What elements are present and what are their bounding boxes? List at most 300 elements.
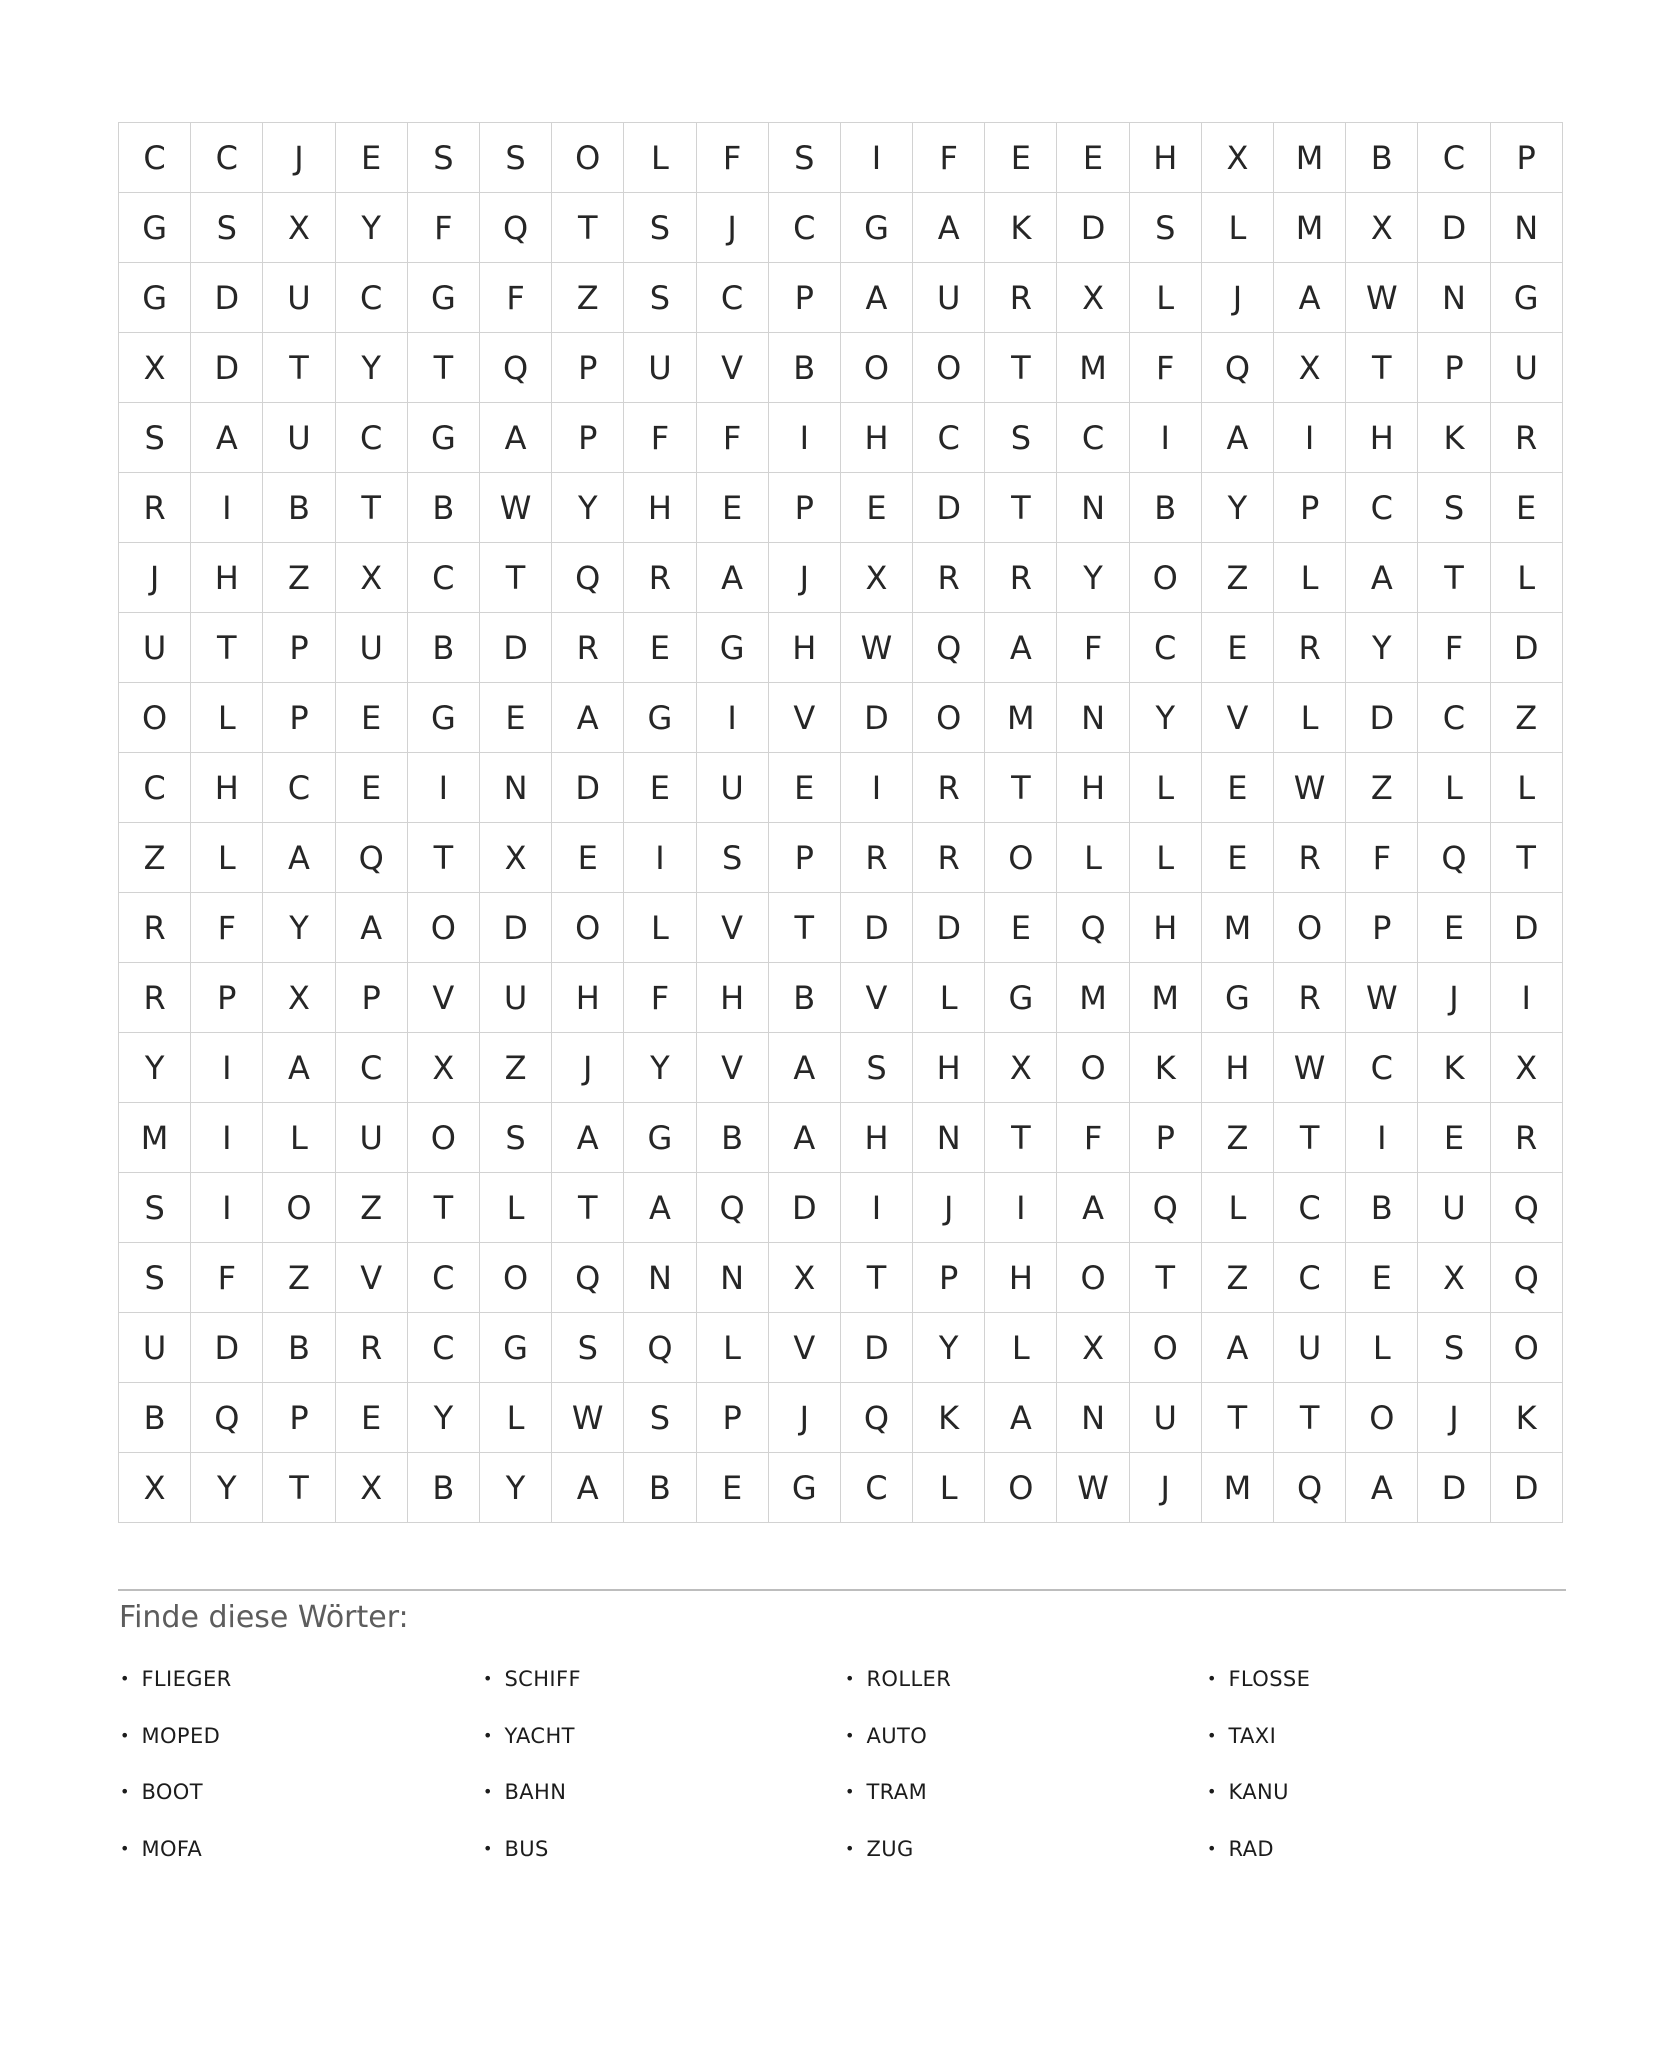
grid-cell-r18-c3[interactable]: B — [263, 1313, 334, 1382]
grid-cell-r9-c14[interactable]: N — [1057, 683, 1128, 752]
grid-cell-r4-c11[interactable]: O — [841, 333, 912, 402]
grid-cell-r11-c14[interactable]: L — [1057, 823, 1128, 892]
grid-cell-r5-c8[interactable]: F — [624, 403, 695, 472]
grid-cell-r7-c15[interactable]: O — [1130, 543, 1201, 612]
grid-cell-r3-c17[interactable]: A — [1274, 263, 1345, 332]
grid-cell-r2-c6[interactable]: Q — [480, 193, 551, 262]
grid-cell-r9-c1[interactable]: O — [119, 683, 190, 752]
grid-cell-r3-c16[interactable]: J — [1202, 263, 1273, 332]
grid-cell-r4-c20[interactable]: U — [1491, 333, 1562, 402]
grid-cell-r18-c2[interactable]: D — [191, 1313, 262, 1382]
grid-cell-r15-c3[interactable]: L — [263, 1103, 334, 1172]
grid-cell-r5-c2[interactable]: A — [191, 403, 262, 472]
grid-cell-r15-c20[interactable]: R — [1491, 1103, 1562, 1172]
grid-cell-r4-c12[interactable]: O — [913, 333, 984, 402]
grid-cell-r16-c16[interactable]: L — [1202, 1173, 1273, 1242]
grid-cell-r1-c18[interactable]: B — [1346, 123, 1417, 192]
grid-cell-r20-c2[interactable]: Y — [191, 1453, 262, 1522]
grid-cell-r15-c9[interactable]: B — [697, 1103, 768, 1172]
grid-cell-r5-c6[interactable]: A — [480, 403, 551, 472]
grid-cell-r19-c14[interactable]: N — [1057, 1383, 1128, 1452]
grid-cell-r10-c20[interactable]: L — [1491, 753, 1562, 822]
grid-cell-r8-c3[interactable]: P — [263, 613, 334, 682]
grid-cell-r11-c12[interactable]: R — [913, 823, 984, 892]
grid-cell-r13-c7[interactable]: H — [552, 963, 623, 1032]
grid-cell-r13-c17[interactable]: R — [1274, 963, 1345, 1032]
grid-cell-r1-c16[interactable]: X — [1202, 123, 1273, 192]
grid-cell-r4-c17[interactable]: X — [1274, 333, 1345, 402]
grid-cell-r15-c1[interactable]: M — [119, 1103, 190, 1172]
grid-cell-r19-c19[interactable]: J — [1418, 1383, 1489, 1452]
grid-cell-r3-c5[interactable]: G — [408, 263, 479, 332]
grid-cell-r2-c9[interactable]: J — [697, 193, 768, 262]
grid-cell-r20-c8[interactable]: B — [624, 1453, 695, 1522]
grid-cell-r1-c13[interactable]: E — [985, 123, 1056, 192]
grid-cell-r7-c5[interactable]: C — [408, 543, 479, 612]
grid-cell-r17-c18[interactable]: E — [1346, 1243, 1417, 1312]
grid-cell-r8-c17[interactable]: R — [1274, 613, 1345, 682]
grid-cell-r14-c4[interactable]: C — [336, 1033, 407, 1102]
grid-cell-r19-c11[interactable]: Q — [841, 1383, 912, 1452]
grid-cell-r14-c9[interactable]: V — [697, 1033, 768, 1102]
grid-cell-r6-c4[interactable]: T — [336, 473, 407, 542]
grid-cell-r9-c5[interactable]: G — [408, 683, 479, 752]
grid-cell-r9-c10[interactable]: V — [769, 683, 840, 752]
grid-cell-r9-c18[interactable]: D — [1346, 683, 1417, 752]
grid-cell-r19-c20[interactable]: K — [1491, 1383, 1562, 1452]
grid-cell-r8-c4[interactable]: U — [336, 613, 407, 682]
grid-cell-r6-c5[interactable]: B — [408, 473, 479, 542]
grid-cell-r14-c16[interactable]: H — [1202, 1033, 1273, 1102]
grid-cell-r12-c13[interactable]: E — [985, 893, 1056, 962]
grid-cell-r15-c13[interactable]: T — [985, 1103, 1056, 1172]
grid-cell-r14-c19[interactable]: K — [1418, 1033, 1489, 1102]
grid-cell-r8-c11[interactable]: W — [841, 613, 912, 682]
grid-cell-r1-c17[interactable]: M — [1274, 123, 1345, 192]
grid-cell-r6-c12[interactable]: D — [913, 473, 984, 542]
grid-cell-r19-c12[interactable]: K — [913, 1383, 984, 1452]
grid-cell-r1-c6[interactable]: S — [480, 123, 551, 192]
grid-cell-r10-c18[interactable]: Z — [1346, 753, 1417, 822]
grid-cell-r13-c15[interactable]: M — [1130, 963, 1201, 1032]
grid-cell-r7-c6[interactable]: T — [480, 543, 551, 612]
grid-cell-r12-c11[interactable]: D — [841, 893, 912, 962]
grid-cell-r20-c7[interactable]: A — [552, 1453, 623, 1522]
grid-cell-r4-c18[interactable]: T — [1346, 333, 1417, 402]
grid-cell-r9-c2[interactable]: L — [191, 683, 262, 752]
grid-cell-r19-c16[interactable]: T — [1202, 1383, 1273, 1452]
grid-cell-r17-c5[interactable]: C — [408, 1243, 479, 1312]
grid-cell-r13-c2[interactable]: P — [191, 963, 262, 1032]
grid-cell-r1-c9[interactable]: F — [697, 123, 768, 192]
grid-cell-r16-c18[interactable]: B — [1346, 1173, 1417, 1242]
grid-cell-r10-c15[interactable]: L — [1130, 753, 1201, 822]
grid-cell-r7-c1[interactable]: J — [119, 543, 190, 612]
grid-cell-r18-c1[interactable]: U — [119, 1313, 190, 1382]
grid-cell-r6-c20[interactable]: E — [1491, 473, 1562, 542]
grid-cell-r11-c5[interactable]: T — [408, 823, 479, 892]
grid-cell-r19-c8[interactable]: S — [624, 1383, 695, 1452]
grid-cell-r19-c9[interactable]: P — [697, 1383, 768, 1452]
grid-cell-r3-c7[interactable]: Z — [552, 263, 623, 332]
grid-cell-r8-c18[interactable]: Y — [1346, 613, 1417, 682]
grid-cell-r1-c3[interactable]: J — [263, 123, 334, 192]
grid-cell-r9-c16[interactable]: V — [1202, 683, 1273, 752]
grid-cell-r5-c16[interactable]: A — [1202, 403, 1273, 472]
grid-cell-r19-c4[interactable]: E — [336, 1383, 407, 1452]
grid-cell-r12-c17[interactable]: O — [1274, 893, 1345, 962]
grid-cell-r12-c16[interactable]: M — [1202, 893, 1273, 962]
grid-cell-r7-c14[interactable]: Y — [1057, 543, 1128, 612]
grid-cell-r13-c5[interactable]: V — [408, 963, 479, 1032]
grid-cell-r7-c17[interactable]: L — [1274, 543, 1345, 612]
grid-cell-r19-c10[interactable]: J — [769, 1383, 840, 1452]
grid-cell-r16-c12[interactable]: J — [913, 1173, 984, 1242]
grid-cell-r7-c9[interactable]: A — [697, 543, 768, 612]
grid-cell-r16-c15[interactable]: Q — [1130, 1173, 1201, 1242]
grid-cell-r1-c8[interactable]: L — [624, 123, 695, 192]
grid-cell-r7-c7[interactable]: Q — [552, 543, 623, 612]
grid-cell-r15-c17[interactable]: T — [1274, 1103, 1345, 1172]
grid-cell-r9-c9[interactable]: I — [697, 683, 768, 752]
grid-cell-r6-c14[interactable]: N — [1057, 473, 1128, 542]
grid-cell-r3-c8[interactable]: S — [624, 263, 695, 332]
grid-cell-r11-c2[interactable]: L — [191, 823, 262, 892]
grid-cell-r8-c2[interactable]: T — [191, 613, 262, 682]
grid-cell-r14-c18[interactable]: C — [1346, 1033, 1417, 1102]
grid-cell-r15-c15[interactable]: P — [1130, 1103, 1201, 1172]
grid-cell-r16-c8[interactable]: A — [624, 1173, 695, 1242]
grid-cell-r16-c17[interactable]: C — [1274, 1173, 1345, 1242]
grid-cell-r2-c19[interactable]: D — [1418, 193, 1489, 262]
grid-cell-r12-c3[interactable]: Y — [263, 893, 334, 962]
grid-cell-r1-c20[interactable]: P — [1491, 123, 1562, 192]
grid-cell-r5-c11[interactable]: H — [841, 403, 912, 472]
grid-cell-r9-c12[interactable]: O — [913, 683, 984, 752]
grid-cell-r4-c5[interactable]: T — [408, 333, 479, 402]
grid-cell-r6-c18[interactable]: C — [1346, 473, 1417, 542]
grid-cell-r9-c4[interactable]: E — [336, 683, 407, 752]
grid-cell-r7-c3[interactable]: Z — [263, 543, 334, 612]
grid-cell-r18-c6[interactable]: G — [480, 1313, 551, 1382]
grid-cell-r19-c17[interactable]: T — [1274, 1383, 1345, 1452]
grid-cell-r20-c3[interactable]: T — [263, 1453, 334, 1522]
grid-cell-r2-c16[interactable]: L — [1202, 193, 1273, 262]
grid-cell-r4-c15[interactable]: F — [1130, 333, 1201, 402]
grid-cell-r9-c13[interactable]: M — [985, 683, 1056, 752]
grid-cell-r1-c12[interactable]: F — [913, 123, 984, 192]
grid-cell-r12-c4[interactable]: A — [336, 893, 407, 962]
grid-cell-r3-c15[interactable]: L — [1130, 263, 1201, 332]
grid-cell-r14-c6[interactable]: Z — [480, 1033, 551, 1102]
grid-cell-r19-c1[interactable]: B — [119, 1383, 190, 1452]
grid-cell-r9-c19[interactable]: C — [1418, 683, 1489, 752]
grid-cell-r2-c20[interactable]: N — [1491, 193, 1562, 262]
grid-cell-r14-c15[interactable]: K — [1130, 1033, 1201, 1102]
grid-cell-r17-c12[interactable]: P — [913, 1243, 984, 1312]
grid-cell-r15-c12[interactable]: N — [913, 1103, 984, 1172]
grid-cell-r1-c14[interactable]: E — [1057, 123, 1128, 192]
grid-cell-r14-c2[interactable]: I — [191, 1033, 262, 1102]
grid-cell-r15-c14[interactable]: F — [1057, 1103, 1128, 1172]
grid-cell-r2-c11[interactable]: G — [841, 193, 912, 262]
grid-cell-r11-c1[interactable]: Z — [119, 823, 190, 892]
grid-cell-r11-c4[interactable]: Q — [336, 823, 407, 892]
grid-cell-r11-c6[interactable]: X — [480, 823, 551, 892]
grid-cell-r3-c4[interactable]: C — [336, 263, 407, 332]
grid-cell-r6-c16[interactable]: Y — [1202, 473, 1273, 542]
grid-cell-r4-c6[interactable]: Q — [480, 333, 551, 402]
grid-cell-r8-c16[interactable]: E — [1202, 613, 1273, 682]
grid-cell-r4-c9[interactable]: V — [697, 333, 768, 402]
grid-cell-r10-c8[interactable]: E — [624, 753, 695, 822]
grid-cell-r7-c12[interactable]: R — [913, 543, 984, 612]
grid-cell-r20-c16[interactable]: M — [1202, 1453, 1273, 1522]
grid-cell-r18-c20[interactable]: O — [1491, 1313, 1562, 1382]
grid-cell-r20-c18[interactable]: A — [1346, 1453, 1417, 1522]
grid-cell-r2-c17[interactable]: M — [1274, 193, 1345, 262]
grid-cell-r16-c9[interactable]: Q — [697, 1173, 768, 1242]
grid-cell-r16-c5[interactable]: T — [408, 1173, 479, 1242]
grid-cell-r15-c19[interactable]: E — [1418, 1103, 1489, 1172]
grid-cell-r11-c15[interactable]: L — [1130, 823, 1201, 892]
grid-cell-r10-c2[interactable]: H — [191, 753, 262, 822]
grid-cell-r5-c14[interactable]: C — [1057, 403, 1128, 472]
grid-cell-r8-c12[interactable]: Q — [913, 613, 984, 682]
grid-cell-r18-c15[interactable]: O — [1130, 1313, 1201, 1382]
grid-cell-r16-c10[interactable]: D — [769, 1173, 840, 1242]
grid-cell-r11-c7[interactable]: E — [552, 823, 623, 892]
grid-cell-r11-c3[interactable]: A — [263, 823, 334, 892]
grid-cell-r14-c3[interactable]: A — [263, 1033, 334, 1102]
grid-cell-r12-c12[interactable]: D — [913, 893, 984, 962]
grid-cell-r18-c18[interactable]: L — [1346, 1313, 1417, 1382]
grid-cell-r6-c10[interactable]: P — [769, 473, 840, 542]
grid-cell-r10-c12[interactable]: R — [913, 753, 984, 822]
grid-cell-r11-c10[interactable]: P — [769, 823, 840, 892]
grid-cell-r15-c6[interactable]: S — [480, 1103, 551, 1172]
grid-cell-r15-c10[interactable]: A — [769, 1103, 840, 1172]
grid-cell-r6-c7[interactable]: Y — [552, 473, 623, 542]
grid-cell-r7-c8[interactable]: R — [624, 543, 695, 612]
grid-cell-r12-c18[interactable]: P — [1346, 893, 1417, 962]
grid-cell-r12-c5[interactable]: O — [408, 893, 479, 962]
grid-cell-r5-c5[interactable]: G — [408, 403, 479, 472]
grid-cell-r5-c10[interactable]: I — [769, 403, 840, 472]
grid-cell-r20-c1[interactable]: X — [119, 1453, 190, 1522]
grid-cell-r18-c5[interactable]: C — [408, 1313, 479, 1382]
grid-cell-r3-c18[interactable]: W — [1346, 263, 1417, 332]
grid-cell-r9-c3[interactable]: P — [263, 683, 334, 752]
grid-cell-r4-c7[interactable]: P — [552, 333, 623, 402]
grid-cell-r2-c12[interactable]: A — [913, 193, 984, 262]
grid-cell-r18-c13[interactable]: L — [985, 1313, 1056, 1382]
grid-cell-r6-c9[interactable]: E — [697, 473, 768, 542]
grid-cell-r13-c3[interactable]: X — [263, 963, 334, 1032]
grid-cell-r15-c4[interactable]: U — [336, 1103, 407, 1172]
grid-cell-r15-c7[interactable]: A — [552, 1103, 623, 1172]
grid-cell-r5-c7[interactable]: P — [552, 403, 623, 472]
grid-cell-r6-c6[interactable]: W — [480, 473, 551, 542]
grid-cell-r20-c14[interactable]: W — [1057, 1453, 1128, 1522]
grid-cell-r20-c20[interactable]: D — [1491, 1453, 1562, 1522]
grid-cell-r8-c13[interactable]: A — [985, 613, 1056, 682]
grid-cell-r7-c4[interactable]: X — [336, 543, 407, 612]
grid-cell-r8-c8[interactable]: E — [624, 613, 695, 682]
grid-cell-r14-c11[interactable]: S — [841, 1033, 912, 1102]
grid-cell-r17-c8[interactable]: N — [624, 1243, 695, 1312]
grid-cell-r17-c1[interactable]: S — [119, 1243, 190, 1312]
grid-cell-r11-c8[interactable]: I — [624, 823, 695, 892]
grid-cell-r6-c11[interactable]: E — [841, 473, 912, 542]
grid-cell-r16-c11[interactable]: I — [841, 1173, 912, 1242]
grid-cell-r2-c2[interactable]: S — [191, 193, 262, 262]
grid-cell-r19-c5[interactable]: Y — [408, 1383, 479, 1452]
grid-cell-r3-c3[interactable]: U — [263, 263, 334, 332]
grid-cell-r13-c1[interactable]: R — [119, 963, 190, 1032]
grid-cell-r17-c4[interactable]: V — [336, 1243, 407, 1312]
grid-cell-r9-c8[interactable]: G — [624, 683, 695, 752]
grid-cell-r14-c14[interactable]: O — [1057, 1033, 1128, 1102]
grid-cell-r12-c10[interactable]: T — [769, 893, 840, 962]
grid-cell-r16-c20[interactable]: Q — [1491, 1173, 1562, 1242]
grid-cell-r14-c20[interactable]: X — [1491, 1033, 1562, 1102]
grid-cell-r10-c16[interactable]: E — [1202, 753, 1273, 822]
grid-cell-r14-c1[interactable]: Y — [119, 1033, 190, 1102]
grid-cell-r10-c7[interactable]: D — [552, 753, 623, 822]
grid-cell-r17-c3[interactable]: Z — [263, 1243, 334, 1312]
grid-cell-r17-c16[interactable]: Z — [1202, 1243, 1273, 1312]
grid-cell-r17-c10[interactable]: X — [769, 1243, 840, 1312]
grid-cell-r17-c6[interactable]: O — [480, 1243, 551, 1312]
grid-cell-r15-c2[interactable]: I — [191, 1103, 262, 1172]
grid-cell-r14-c7[interactable]: J — [552, 1033, 623, 1102]
grid-cell-r4-c4[interactable]: Y — [336, 333, 407, 402]
grid-cell-r3-c1[interactable]: G — [119, 263, 190, 332]
grid-cell-r18-c11[interactable]: D — [841, 1313, 912, 1382]
grid-cell-r20-c13[interactable]: O — [985, 1453, 1056, 1522]
grid-cell-r14-c5[interactable]: X — [408, 1033, 479, 1102]
grid-cell-r16-c14[interactable]: A — [1057, 1173, 1128, 1242]
grid-cell-r2-c10[interactable]: C — [769, 193, 840, 262]
grid-cell-r5-c17[interactable]: I — [1274, 403, 1345, 472]
grid-cell-r12-c7[interactable]: O — [552, 893, 623, 962]
grid-cell-r13-c4[interactable]: P — [336, 963, 407, 1032]
grid-cell-r5-c13[interactable]: S — [985, 403, 1056, 472]
grid-cell-r6-c3[interactable]: B — [263, 473, 334, 542]
grid-cell-r19-c7[interactable]: W — [552, 1383, 623, 1452]
grid-cell-r20-c12[interactable]: L — [913, 1453, 984, 1522]
grid-cell-r16-c1[interactable]: S — [119, 1173, 190, 1242]
grid-cell-r6-c1[interactable]: R — [119, 473, 190, 542]
grid-cell-r4-c19[interactable]: P — [1418, 333, 1489, 402]
grid-cell-r4-c8[interactable]: U — [624, 333, 695, 402]
grid-cell-r20-c11[interactable]: C — [841, 1453, 912, 1522]
grid-cell-r5-c19[interactable]: K — [1418, 403, 1489, 472]
grid-cell-r11-c18[interactable]: F — [1346, 823, 1417, 892]
grid-cell-r16-c4[interactable]: Z — [336, 1173, 407, 1242]
grid-cell-r11-c17[interactable]: R — [1274, 823, 1345, 892]
grid-cell-r10-c14[interactable]: H — [1057, 753, 1128, 822]
grid-cell-r1-c5[interactable]: S — [408, 123, 479, 192]
grid-cell-r18-c10[interactable]: V — [769, 1313, 840, 1382]
grid-cell-r7-c11[interactable]: X — [841, 543, 912, 612]
grid-cell-r16-c19[interactable]: U — [1418, 1173, 1489, 1242]
grid-cell-r1-c4[interactable]: E — [336, 123, 407, 192]
grid-cell-r2-c7[interactable]: T — [552, 193, 623, 262]
grid-cell-r11-c11[interactable]: R — [841, 823, 912, 892]
grid-cell-r11-c20[interactable]: T — [1491, 823, 1562, 892]
grid-cell-r18-c14[interactable]: X — [1057, 1313, 1128, 1382]
grid-cell-r16-c6[interactable]: L — [480, 1173, 551, 1242]
grid-cell-r9-c20[interactable]: Z — [1491, 683, 1562, 752]
grid-cell-r18-c4[interactable]: R — [336, 1313, 407, 1382]
grid-cell-r12-c15[interactable]: H — [1130, 893, 1201, 962]
grid-cell-r5-c12[interactable]: C — [913, 403, 984, 472]
grid-cell-r17-c9[interactable]: N — [697, 1243, 768, 1312]
grid-cell-r3-c13[interactable]: R — [985, 263, 1056, 332]
grid-cell-r20-c19[interactable]: D — [1418, 1453, 1489, 1522]
grid-cell-r14-c12[interactable]: H — [913, 1033, 984, 1102]
grid-cell-r5-c20[interactable]: R — [1491, 403, 1562, 472]
grid-cell-r13-c10[interactable]: B — [769, 963, 840, 1032]
grid-cell-r13-c11[interactable]: V — [841, 963, 912, 1032]
grid-cell-r14-c13[interactable]: X — [985, 1033, 1056, 1102]
grid-cell-r19-c15[interactable]: U — [1130, 1383, 1201, 1452]
grid-cell-r5-c9[interactable]: F — [697, 403, 768, 472]
grid-cell-r13-c12[interactable]: L — [913, 963, 984, 1032]
grid-cell-r18-c12[interactable]: Y — [913, 1313, 984, 1382]
grid-cell-r6-c19[interactable]: S — [1418, 473, 1489, 542]
grid-cell-r2-c3[interactable]: X — [263, 193, 334, 262]
grid-cell-r17-c13[interactable]: H — [985, 1243, 1056, 1312]
grid-cell-r15-c5[interactable]: O — [408, 1103, 479, 1172]
grid-cell-r13-c16[interactable]: G — [1202, 963, 1273, 1032]
grid-cell-r18-c9[interactable]: L — [697, 1313, 768, 1382]
grid-cell-r14-c17[interactable]: W — [1274, 1033, 1345, 1102]
grid-cell-r9-c7[interactable]: A — [552, 683, 623, 752]
grid-cell-r12-c14[interactable]: Q — [1057, 893, 1128, 962]
grid-cell-r4-c2[interactable]: D — [191, 333, 262, 402]
grid-cell-r2-c5[interactable]: F — [408, 193, 479, 262]
grid-cell-r11-c19[interactable]: Q — [1418, 823, 1489, 892]
grid-cell-r15-c16[interactable]: Z — [1202, 1103, 1273, 1172]
grid-cell-r3-c9[interactable]: C — [697, 263, 768, 332]
grid-cell-r14-c8[interactable]: Y — [624, 1033, 695, 1102]
grid-cell-r4-c16[interactable]: Q — [1202, 333, 1273, 402]
grid-cell-r10-c17[interactable]: W — [1274, 753, 1345, 822]
grid-cell-r8-c6[interactable]: D — [480, 613, 551, 682]
grid-cell-r10-c3[interactable]: C — [263, 753, 334, 822]
grid-cell-r10-c9[interactable]: U — [697, 753, 768, 822]
grid-cell-r17-c11[interactable]: T — [841, 1243, 912, 1312]
grid-cell-r12-c9[interactable]: V — [697, 893, 768, 962]
grid-cell-r1-c11[interactable]: I — [841, 123, 912, 192]
grid-cell-r17-c14[interactable]: O — [1057, 1243, 1128, 1312]
grid-cell-r12-c6[interactable]: D — [480, 893, 551, 962]
grid-cell-r10-c6[interactable]: N — [480, 753, 551, 822]
grid-cell-r13-c8[interactable]: F — [624, 963, 695, 1032]
grid-cell-r5-c4[interactable]: C — [336, 403, 407, 472]
grid-cell-r12-c8[interactable]: L — [624, 893, 695, 962]
grid-cell-r1-c10[interactable]: S — [769, 123, 840, 192]
grid-cell-r16-c7[interactable]: T — [552, 1173, 623, 1242]
grid-cell-r20-c5[interactable]: B — [408, 1453, 479, 1522]
grid-cell-r12-c1[interactable]: R — [119, 893, 190, 962]
grid-cell-r2-c14[interactable]: D — [1057, 193, 1128, 262]
grid-cell-r1-c19[interactable]: C — [1418, 123, 1489, 192]
grid-cell-r6-c15[interactable]: B — [1130, 473, 1201, 542]
